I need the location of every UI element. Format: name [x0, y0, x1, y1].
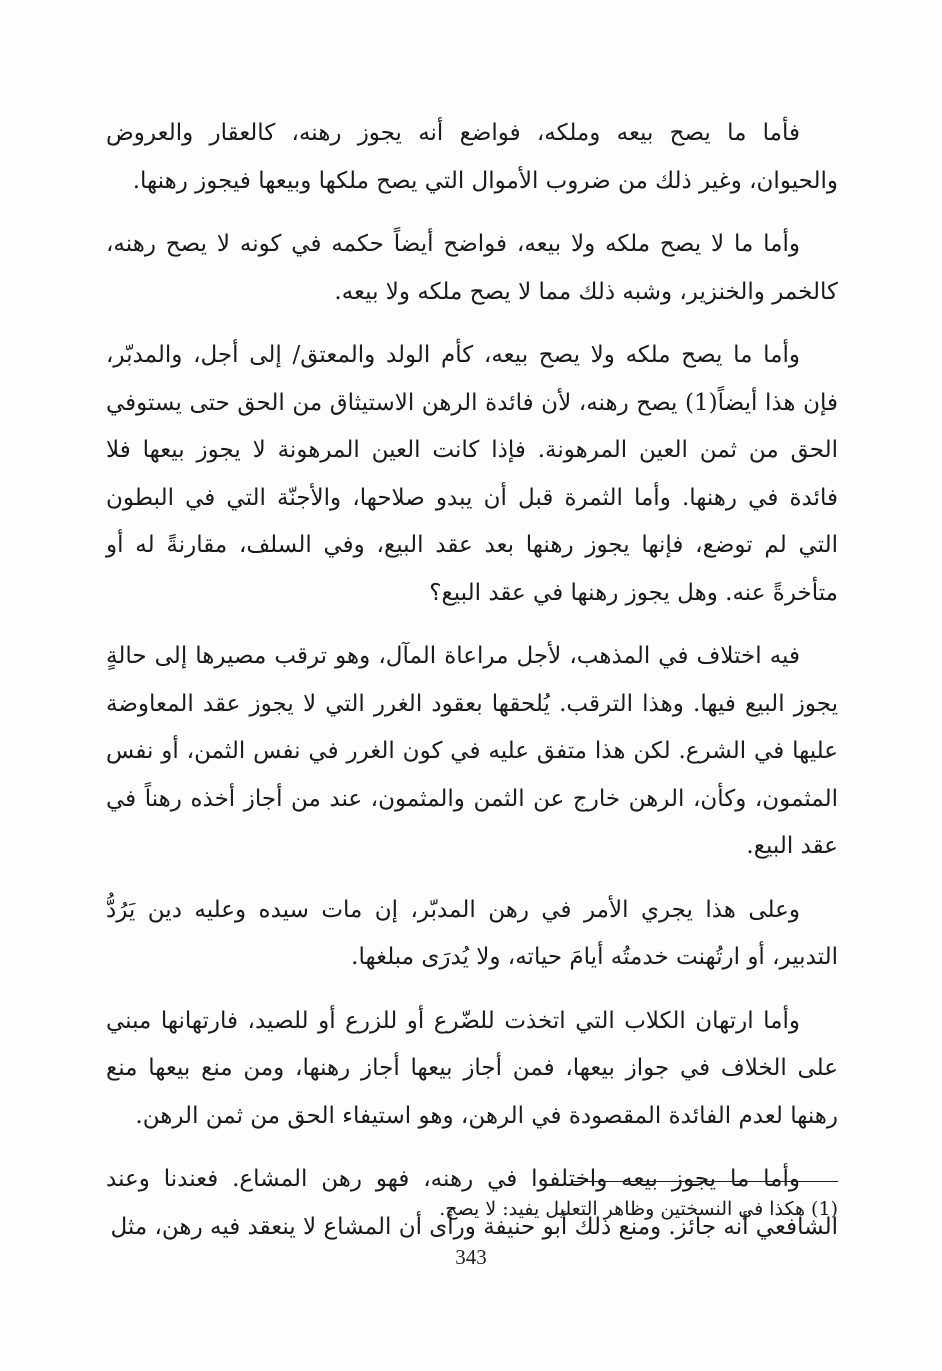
paragraph: وأما ارتهان الكلاب التي اتخذت للضّرع أو للزرع أو للصيد، فارتهانها مبني على الخلاف في جواز بيعها، فمن أجاز بيعها أجاز رهنها، ومن منع بيعها منع رهنها لعدم الفائدة المقصودة في الرهن، وهو استيفاء الحق من ثمن الرهن. — [106, 1007, 838, 1129]
paragraph: فأما ما يصح بيعه وملكه، فواضع أنه يجوز رهنه، كالعقار والعروض والحيوان، وغير ذلك من ضروب الأموال التي يصح ملكها وبيعها فيجوز رهنها. — [106, 120, 838, 194]
paragraph: وأما ما لا يصح ملكه ولا بيعه، فواضح أيضاً حكمه في كونه لا يصح رهنه، كالخمر والخنزير، وشبه ذلك مما لا يصح ملكه ولا بيعه. — [106, 231, 838, 305]
paragraph: وعلى هذا يجري الأمر في رهن المدبّر، إن مات سيده وعليه دين يَرُدُّ التدبير، أو ارتُهنت خدمتُه أيامَ حياته، ولا يُدرَى مبلغها. — [106, 896, 838, 970]
footnote-divider — [571, 1181, 838, 1182]
paragraph: وأما ما يجوز بيعه واختلفوا في رهنه، فهو رهن المشاع. فعندنا وعند الشافعي أنه جائز. ومنع ذلك أبو حنيفة ورأى أن المشاع لا ينعقد فيه رهن، مثل — [106, 1166, 838, 1240]
main-text-block — [106, 110, 838, 1267]
paragraph: فيه اختلاف في المذهب، لأجل مراعاة المآل، وهو ترقب مصيرها إلى حالةٍ يجوز البيع فيها. وهذا الترقب. يُلحقها بعقود الغرر التي لا يجوز عقد المعاوضة عليها في الشرع. لكن هذا متفق عليه في كون الغرر في نفس الثمن، أو نفس المثمون، وكأن، الرهن خارج عن الثمن والمثمون، عند من أجاز أخذه رهناً في عقد البيع. — [106, 643, 838, 859]
paragraph: وأما ما يصح ملكه ولا يصح بيعه، كأم الولد والمعتق/ إلى أجل، والمدبّر، فإن هذا أيضاً(1) يصح رهنه، لأن فائدة الرهن الاستيثاق من الحق حتى يستوفي الحق من ثمن العين المرهونة. فإذا كانت العين المرهونة لا يجوز بيعها فلا فائدة في رهنها. وأما الثمرة قبل أن يبدو صلاحها، والأجنّة التي في البطون التي لم توضع، فإنها يجوز رهنها بعد عقد البيع، وفي السلف، مقارنةً له أو متأخرةً عنه. وهل يجوز رهنها في عقد البيع؟ — [106, 342, 838, 606]
footnote: (1) هكذا في النسختين وظاهر التعليل يفيد: لا يصح. — [439, 1198, 838, 1220]
page-number: 343 — [455, 1245, 487, 1269]
